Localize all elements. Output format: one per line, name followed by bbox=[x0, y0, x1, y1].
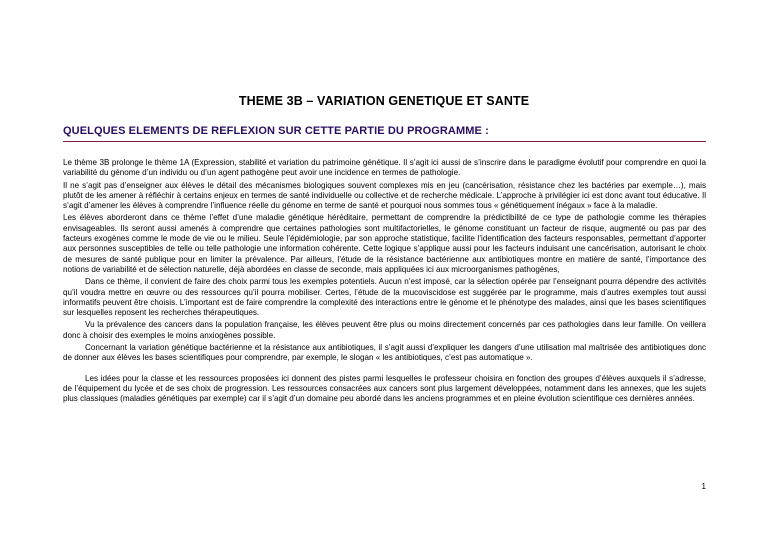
paragraph-5: Vu la prévalence des cancers dans la population française, les élèves peuvent être plus ou moins directement concernés par ces pathologies dans leur famille. On veillera donc à choisir des exemples le moins anxiogènes possible. bbox=[63, 320, 706, 340]
page-number: 1 bbox=[701, 482, 706, 491]
paragraph-6: Concernant la variation génétique bactérienne et la résistance aux antibiotiques, il s’agit aussi d’expliquer les dangers d’une utilisation mal maîtrisée des antibiotiques donc de donner aux élèves les bases scientifiques pour comprendre, par exemple, le slogan « les antibiotiques, c’est pas automatique ». bbox=[63, 343, 706, 363]
paragraph-7: Les idées pour la classe et les ressources proposées ici donnent des pistes parmi lesquelles le professeur choisira en fonction des groupes d’élèves auxquels il s’adresse, de l’équipement du lycée et de ses choix de progression. Les ressources consacrées aux cancers sont plus largement développées, notamment dans les annexes, que les sujets plus classiques (maladies génétiques par exemple) car il s’agit d’un domaine peu abordé dans les anciens programmes et en pleine évolution scientifique ces dernières années. bbox=[63, 373, 706, 404]
heading-divider bbox=[63, 141, 706, 142]
paragraph-3: Les élèves aborderont dans ce thème l’effet d’une maladie génétique héréditaire, permettant de comprendre la prédictibilité de ce type de pathologie comme les thérapies envisageables. Ils seront aussi amenés à comprendre que certaines pathologies sont multifactorielles, le génome constituant un facteur de risque, augmenté ou pas par des facteurs exogènes comme le mode de vie ou le milieu. Seule l’épidémiologie, par son approche statistique, facilite l’identification des facteurs responsables, permettant d’apporter aux personnes susceptibles de telle ou telle pathologie une information cohérente. Cette logique s’applique aussi pour les facteurs induisant une cancérisation, autorisant le choix de mesures de santé publique pour en limiter la prévalence. Par ailleurs, l’étude de la résistance bactérienne aux antibiotiques montre en matière de santé, l’importance des notions de variabilité et de sélection naturelle, déjà abordées en classe de seconde, mais appliquées ici aux microorganismes pathogènes, bbox=[63, 213, 706, 274]
paragraph-1: Le thème 3B prolonge le thème 1A (Expression, stabilité et variation du patrimoine génétique. Il s’agit ici aussi de s’inscrire dans le paradigme évolutif pour comprendre en quoi la variabilité du génome d’un individu ou d’un agent pathogène peut avoir une incidence en termes de pathologie. bbox=[63, 158, 706, 178]
section-heading: QUELQUES ELEMENTS DE REFLEXION SUR CETTE PARTIE DU PROGRAMME : bbox=[63, 125, 489, 137]
body-text bbox=[63, 158, 706, 407]
paragraph-2: Il ne s’agit pas d’enseigner aux élèves le détail des mécanismes biologiques souvent complexes mis en jeu (cancérisation, résistance chez les bactéries par exemple…), mais plutôt de les amener à réfléchir à certains enjeux en termes de santé individuelle ou collective et de recherche médicale. L’approche à privilégier ici est donc avant tout éducative. Il s’agit d’amener les élèves à comprendre l’influence réelle du génome en terme de santé et pourquoi nous sommes tous « génétiquement inégaux » face à la maladie. bbox=[63, 180, 706, 211]
paragraph-4: Dans ce thème, il convient de faire des choix parmi tous les exemples potentiels. Aucun n’est imposé, car la sélection opérée par l’enseignant pourra dépendre des activités qu’il voudra mettre en œuvre ou des ressources qu’il pourra mobiliser. Certes, l’étude de la mucoviscidose est suggérée par le programme, mais d’autres exemples tout aussi informatifs peuvent être choisis. L’important est de faire comprendre la complexité des interactions entre le génome et le phénotype des malades, ainsi que les bases scientifiques sur lesquelles reposent les recherches thérapeutiques. bbox=[63, 277, 706, 318]
page-title: THEME 3B – VARIATION GENETIQUE ET SANTE bbox=[238, 94, 530, 108]
